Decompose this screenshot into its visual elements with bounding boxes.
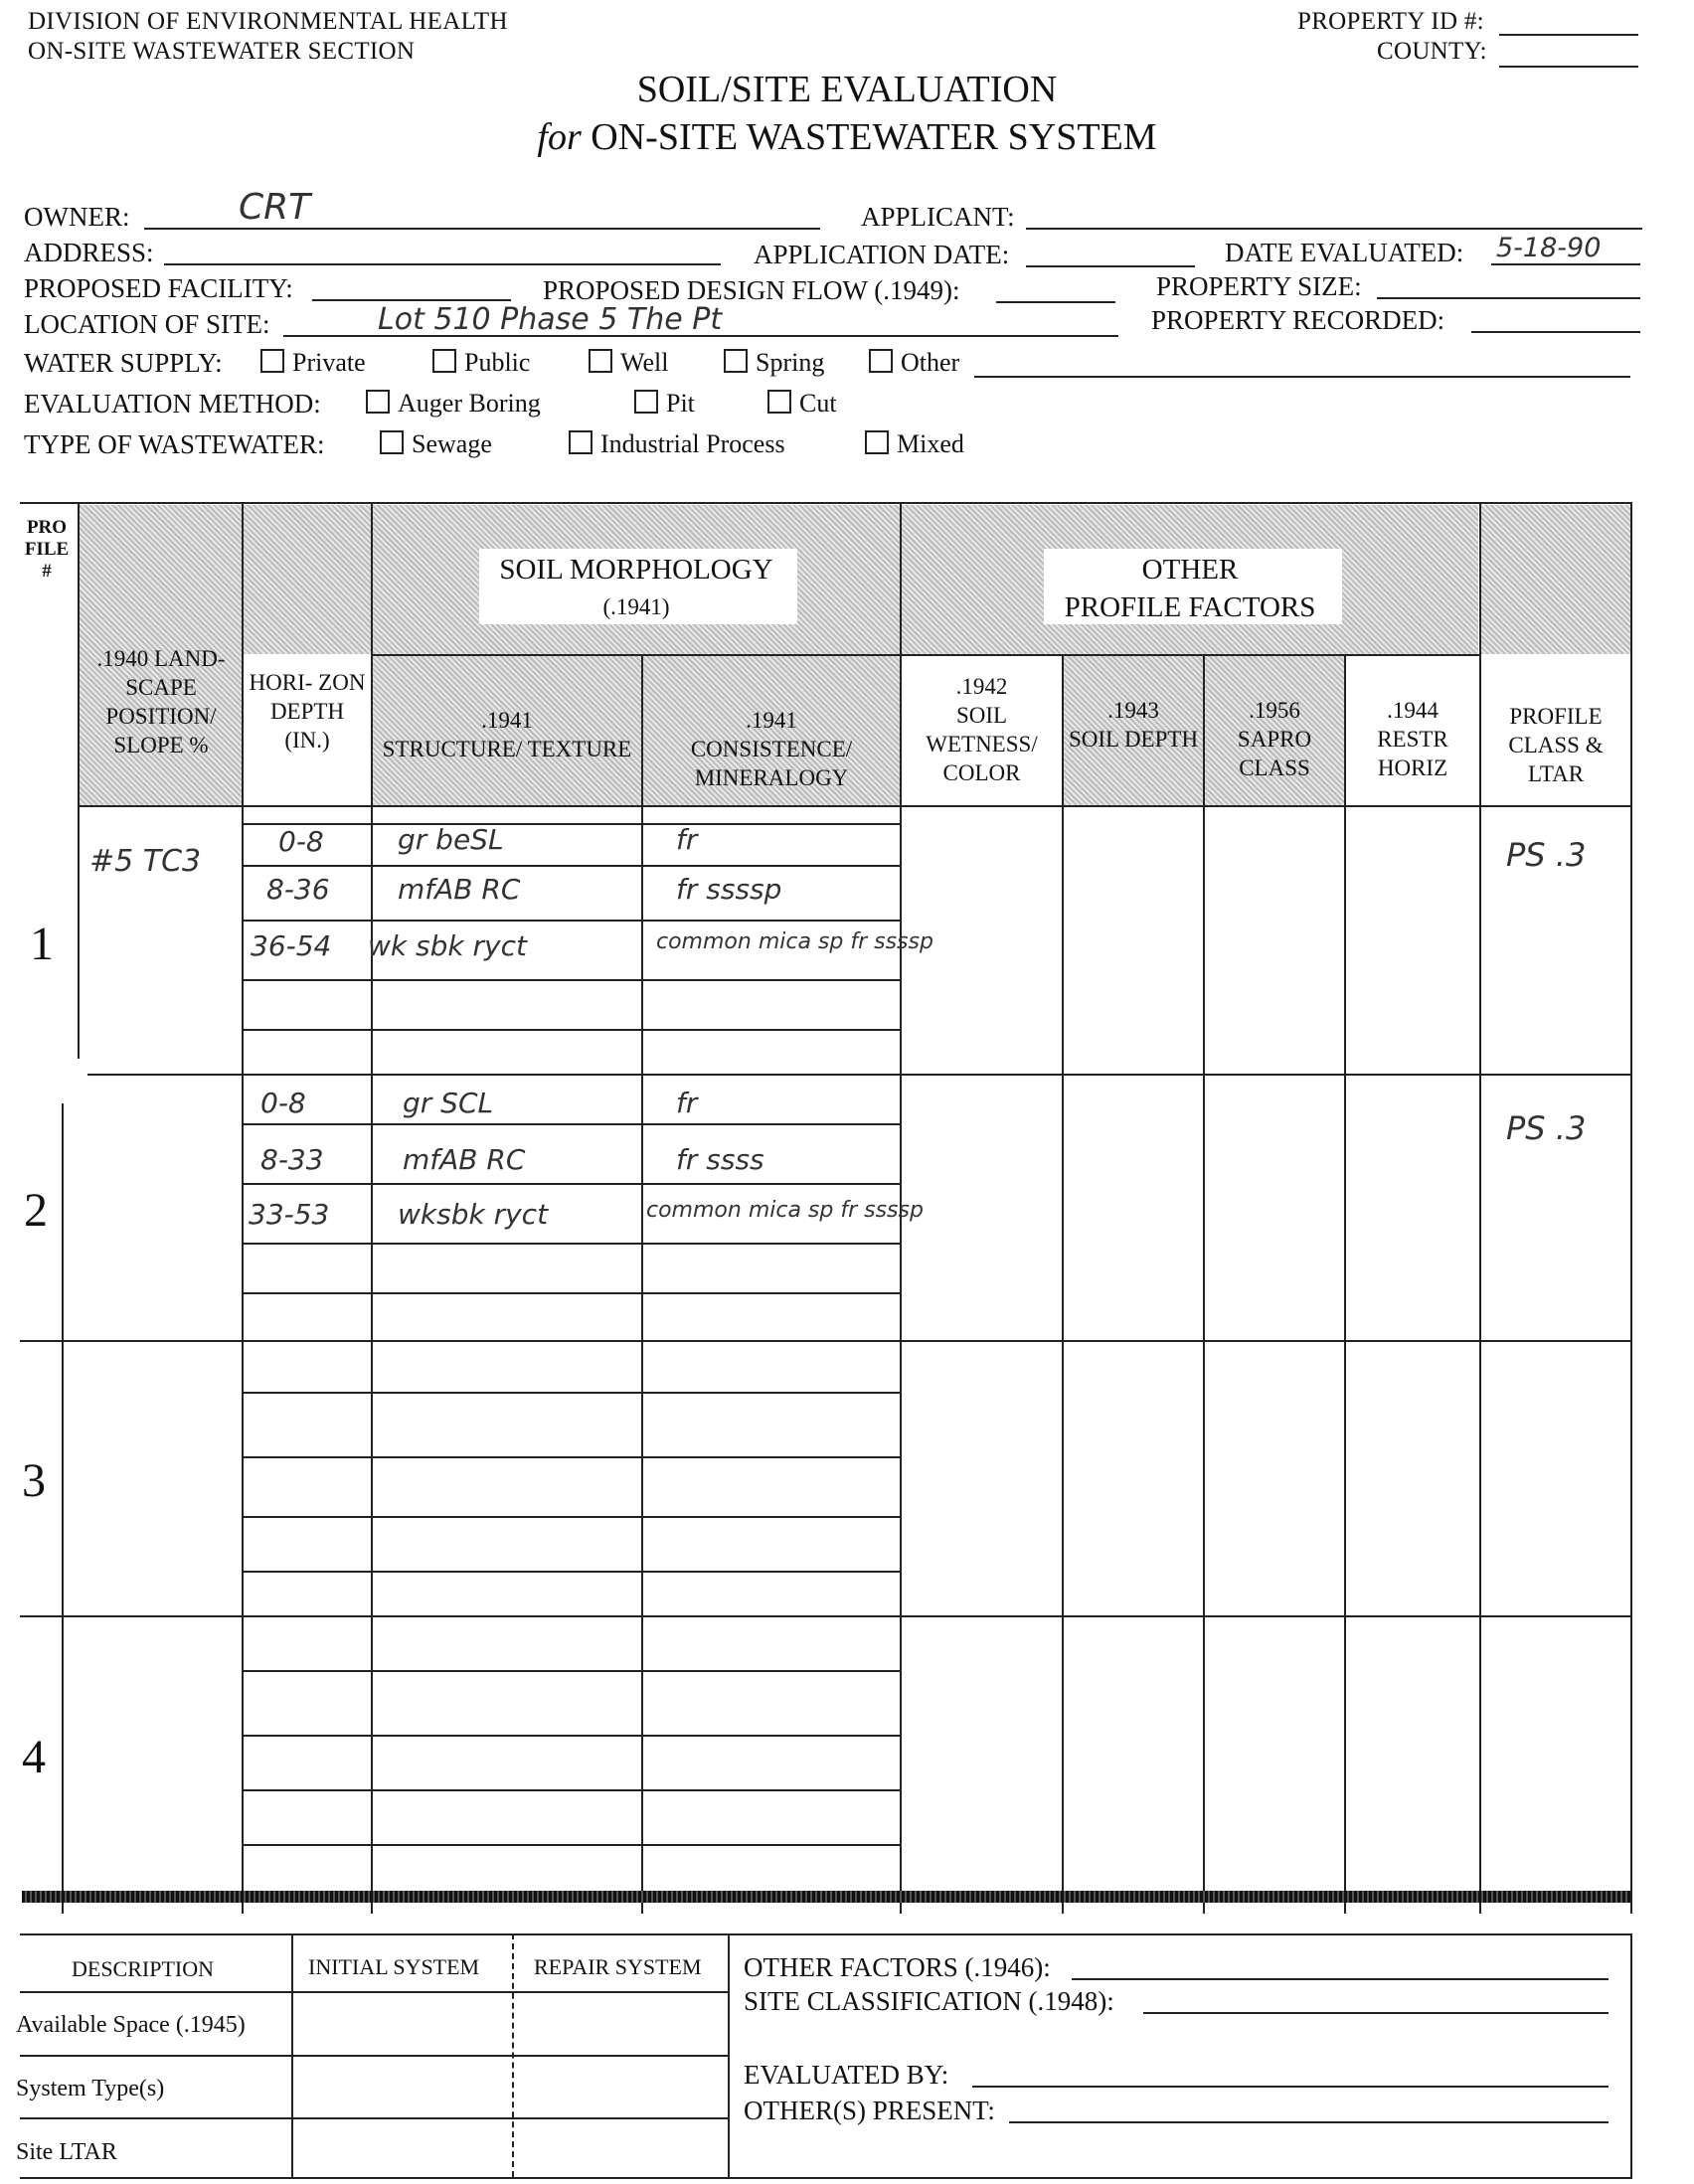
site-ltar-label: Site LTAR [16, 2139, 117, 2165]
structure-value: wksbk ryct [398, 1198, 549, 1231]
structure-value: wk sbk ryct [368, 929, 527, 962]
summary-row-line [20, 1991, 728, 1993]
water-supply-private[interactable]: Private [260, 348, 366, 378]
water-supply-other-field[interactable] [974, 376, 1630, 378]
profile-number: 2 [24, 1184, 48, 1237]
other-title: OTHER [1141, 554, 1239, 586]
row-line [242, 823, 900, 825]
soil-depth-header: .1943 SOIL DEPTH [1068, 698, 1199, 752]
property-id-label: PROPERTY ID #: [1297, 8, 1484, 35]
date-evaluated-field[interactable] [1491, 263, 1640, 265]
owner-label: OWNER: [24, 202, 130, 232]
row-line [242, 1392, 900, 1394]
depth-value: 8-36 [266, 873, 330, 906]
col-line [641, 654, 643, 1914]
row-line [242, 1243, 900, 1245]
water-supply-public[interactable]: Public [432, 348, 530, 378]
checkbox[interactable] [432, 349, 456, 373]
consistence-header: .1941 CONSISTENCE/ MINERALOGY [690, 708, 853, 790]
other-title-line2: PROFILE FACTORS [1064, 591, 1316, 623]
row-line [242, 1789, 900, 1791]
system-types-label: System Type(s) [16, 2076, 165, 2101]
summary-row-line [20, 2055, 728, 2057]
other-factors-header [902, 551, 1478, 626]
property-recorded-label: PROPERTY RECORDED: [1151, 305, 1445, 335]
division-label: DIVISION OF ENVIRONMENTAL HEALTH [28, 8, 508, 35]
checkbox[interactable] [260, 349, 284, 373]
property-size-label: PROPERTY SIZE: [1156, 271, 1362, 301]
proposed-facility-label: PROPOSED FACILITY: [24, 273, 293, 303]
row-line [242, 979, 900, 981]
depth-value: 33-53 [249, 1198, 330, 1231]
consistence-value: fr [676, 1087, 698, 1119]
row-line [242, 1456, 900, 1458]
landscape-value: #5 TC3 [89, 844, 202, 879]
row-line [242, 1029, 900, 1031]
owner-value: CRT [239, 187, 311, 228]
checkbox[interactable] [865, 430, 889, 454]
location-label: LOCATION OF SITE: [24, 309, 270, 339]
available-space-label: Available Space (.1945) [16, 2012, 246, 2038]
col-line [62, 1103, 64, 1914]
method-auger-boring[interactable]: Auger Boring [366, 389, 541, 419]
wastewater-type-label: TYPE OF WASTEWATER: [24, 429, 325, 459]
wastewater-industrial[interactable]: Industrial Process [569, 429, 785, 459]
summary-right-border [1630, 1933, 1632, 2177]
method-pit[interactable]: Pit [634, 389, 695, 419]
landscape-header: .1940 LAND- SCAPE POSITION/ SLOPE % [96, 646, 226, 757]
date-evaluated-label: DATE EVALUATED: [1225, 238, 1464, 267]
structure-value: gr beSL [398, 823, 504, 856]
row-line [242, 1670, 900, 1672]
header-shade-horizon [244, 505, 371, 654]
proposed-facility-field[interactable] [312, 299, 511, 301]
consistence-value: common mica sp fr ssssp [646, 1198, 924, 1223]
row-line [242, 1571, 900, 1573]
summary-top-border [20, 1933, 1632, 1935]
profile-class-value: PS .3 [1506, 1109, 1587, 1147]
checkbox[interactable] [366, 390, 390, 414]
consistence-value: fr [676, 823, 698, 856]
col-line [78, 502, 80, 1059]
profile-number: 3 [22, 1454, 46, 1507]
application-date-label: APPLICATION DATE: [754, 240, 1010, 269]
structure-value: gr SCL [403, 1087, 494, 1119]
initial-system-header: INITIAL SYSTEM [308, 1954, 480, 1979]
depth-value: 0-8 [278, 825, 324, 858]
water-supply-well[interactable]: Well [589, 348, 668, 378]
structure-value: mfAB RC [398, 873, 521, 906]
repair-system-header: REPAIR SYSTEM [534, 1954, 702, 1979]
form-subtitle [0, 115, 1694, 159]
address-label: ADDRESS: [24, 238, 154, 267]
profile-separator [87, 1074, 1630, 1076]
soil-morphology-header [373, 551, 900, 626]
property-recorded-field[interactable] [1471, 331, 1640, 333]
profile-separator [20, 1615, 1630, 1617]
others-present-field[interactable] [1009, 2121, 1609, 2123]
col-line [1203, 654, 1205, 1914]
description-header: DESCRIPTION [72, 1956, 215, 1981]
form-title: SOIL/SITE EVALUATION [636, 69, 1058, 110]
checkbox[interactable] [380, 430, 404, 454]
consistence-value: fr ssssp [676, 873, 782, 906]
property-size-field[interactable] [1377, 297, 1640, 299]
subheader-divider [373, 654, 1481, 656]
soil-morphology-title: SOIL MORPHOLOGY [499, 554, 773, 586]
site-classification-label: SITE CLASSIFICATION (.1948): [744, 1986, 1114, 2016]
soil-morphology-code: (.1941) [602, 594, 670, 619]
method-cut[interactable]: Cut [767, 389, 837, 419]
county-label: COUNTY: [1377, 38, 1487, 65]
checkbox[interactable] [767, 390, 791, 414]
form-subtitle-text: ON-SITE WASTEWATER SYSTEM [591, 116, 1157, 158]
others-present-label: OTHER(S) PRESENT: [744, 2096, 995, 2125]
other-factors-label: OTHER FACTORS (.1946): [744, 1952, 1051, 1982]
summary-bottom-border [20, 2177, 1632, 2179]
row-line [242, 865, 900, 867]
property-id-field[interactable] [1499, 34, 1638, 36]
row-line [242, 1183, 900, 1185]
other-factors-field[interactable] [1072, 1978, 1609, 1980]
design-flow-label: PROPOSED DESIGN FLOW (.1949): [543, 275, 960, 305]
profile-number: 4 [22, 1731, 46, 1783]
table-bottom-band [22, 1891, 1630, 1903]
row-line [242, 1844, 900, 1846]
applicant-field[interactable] [1026, 228, 1642, 230]
restr-horiz-header: .1944 RESTR HORIZ [1377, 698, 1448, 780]
checkbox[interactable] [724, 349, 748, 373]
sapro-class-header: .1956 SAPRO CLASS [1237, 698, 1312, 780]
profile-number-header: PROFILE # [24, 517, 70, 582]
wastewater-sewage[interactable]: Sewage [380, 429, 492, 459]
checkbox[interactable] [634, 390, 658, 414]
consistence-value: common mica sp fr ssssp [656, 929, 933, 954]
structure-value: mfAB RC [403, 1143, 526, 1176]
location-value: Lot 510 Phase 5 The Pt [378, 302, 723, 337]
consistence-value: fr ssss [676, 1143, 764, 1176]
applicant-label: APPLICANT: [861, 202, 1015, 232]
evaluated-by-field[interactable] [972, 2086, 1609, 2088]
evaluated-by-label: EVALUATED BY: [744, 2060, 949, 2090]
table-top-border [20, 502, 1632, 504]
header-shade-class [1481, 505, 1630, 654]
profile-separator [20, 1340, 1630, 1342]
owner-field[interactable] [144, 228, 820, 230]
profile-number: 1 [30, 918, 54, 970]
profile-class-value: PS .3 [1506, 836, 1587, 874]
row-line [242, 1123, 900, 1125]
table-header-bottom-border [80, 805, 1632, 807]
wetness-header: .1942 SOIL WETNESS/ COLOR [926, 674, 1038, 785]
row-line [242, 920, 900, 922]
address-field[interactable] [164, 263, 721, 265]
date-evaluated-value: 5-18-90 [1496, 233, 1602, 263]
summary-col-line [728, 1933, 730, 2177]
evaluation-method-label: EVALUATION METHOD: [24, 389, 321, 419]
water-supply-spring[interactable]: Spring [724, 348, 824, 378]
horizon-depth-header: HORI- ZON DEPTH (IN.) [249, 670, 366, 753]
profile-class-header: PROFILE CLASS & LTAR [1508, 704, 1604, 786]
summary-row-line [20, 2117, 728, 2119]
row-line [242, 1516, 900, 1518]
row-line [242, 1735, 900, 1737]
wastewater-mixed[interactable]: Mixed [865, 429, 964, 459]
checkbox[interactable] [869, 349, 893, 373]
water-supply-label: WATER SUPPLY: [24, 348, 223, 378]
depth-value: 8-33 [260, 1143, 324, 1176]
structure-texture-header: .1941 STRUCTURE/ TEXTURE [382, 708, 632, 761]
application-date-field[interactable] [1026, 265, 1195, 267]
design-flow-field[interactable] [996, 301, 1115, 303]
depth-value: 0-8 [260, 1087, 306, 1119]
col-line [242, 502, 244, 1914]
water-supply-other[interactable]: Other [869, 348, 959, 378]
col-line [1630, 502, 1632, 1914]
depth-value: 36-54 [251, 929, 332, 962]
col-line [1344, 654, 1346, 1914]
section-label: ON-SITE WASTEWATER SECTION [28, 38, 416, 65]
form-subtitle-for: for [537, 116, 582, 158]
site-classification-field[interactable] [1143, 2012, 1609, 2014]
checkbox[interactable] [589, 349, 612, 373]
row-line [242, 1292, 900, 1294]
col-line [1062, 654, 1064, 1914]
checkbox[interactable] [569, 430, 593, 454]
